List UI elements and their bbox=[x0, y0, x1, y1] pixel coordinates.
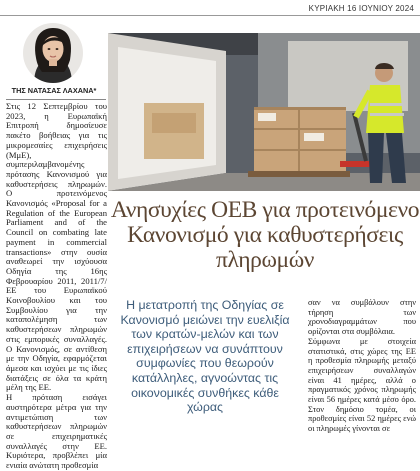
author-byline: ΤΗΣ ΝΑΤΑΣΑΣ ΛΑΧΑΝΑ* bbox=[11, 86, 97, 95]
right-paragraph: Σύμφωνα με στοιχεία στατιστικά, στις χώρες της ΕΕ η προθεσμία πληρωμής μεταξύ επιχειρήσεων συναλλαγών είναι 41 ημέρες, αλλά ο πραγματικός χρόνος πληρωμής είναι 56 ημέρες κατά μέσο όρο. Στον δημόσιο τομέα, οι προθεσμίες είναι 52 ημέρες ενώ οι πληρωμές γίνονται σε bbox=[308, 336, 416, 434]
issue-date: ΚΥΡΙΑΚΗ 16 ΙΟΥΝΙΟΥ 2024 bbox=[308, 4, 414, 13]
byline-rule bbox=[6, 99, 106, 100]
header-rule bbox=[0, 15, 420, 16]
left-paragraph: Η πρόταση εισάγει αυστηρότερα μέτρα για την αντιμετώπιση των καθυστερήσεων πληρωμών σε επιχειρηματικές συναλλαγές στην ΕΕ. Κυριότερα, προβλέπει μία ενιαία ανώτατη προθεσμία bbox=[6, 392, 107, 471]
right-body-column bbox=[308, 298, 416, 434]
article-deck: Η μετατροπή της Οδηγίας σε Κανονισμό μειώνει την ευελιξία των κρατών-μελών και των επιχειρήσεων να συνάπτουν συμφωνίες που θεωρούν κατάλληλες, αγνοώντας τις οικονομικές συνθήκες κάθε χώρας bbox=[120, 298, 290, 415]
right-paragraph: σαν να συμβάλουν στην τήρηση των χρονοδιαγραμμάτων που ορίζονται στα συμβόλαια. bbox=[308, 298, 416, 337]
left-body-column bbox=[6, 101, 107, 471]
article-headline: Ανησυχίες ΟΕΒ για προτεινόμενο Κανονισμό για καθυστερήσεις πληρωμών bbox=[110, 197, 420, 273]
author-portrait bbox=[22, 22, 84, 84]
left-paragraph: Στις 12 Σεπτεμβρίου του 2023, η Ευρωπαϊκή Επιτροπή δημοσίευσε πακέτο βοήθειας για τις μικρομεσαίες επιχειρήσεις (ΜμΕ), συμπεριλαμβανομένης πρότασης Κανονισμού για καθυστερήσεις πληρωμών. Ο προτεινόμενος Κανονισμός «Proposal for a Regulation of the European Parliament and of the Council on combating late payment in commercial transactions» στην ουσία αναθεωρεί την ισχύουσα Οδηγία της 16ης Φεβρουαρίου 2011, 2011/7/ΕΕ του Ευρωπαϊκού Κοινοβουλίου και του Συμβουλίου για την καταπολέμηση των καθυστερήσεων πληρωμών στις εμπορικές συναλλαγές. Ο Κανονισμός, σε αντίθεση με την Οδηγία, εφαρμόζεται άμεσα και ισχύει με τις ίδιες διατάξεις σε όλα τα κράτη μέλη της ΕΕ. bbox=[6, 101, 107, 393]
article-photo bbox=[108, 33, 420, 191]
